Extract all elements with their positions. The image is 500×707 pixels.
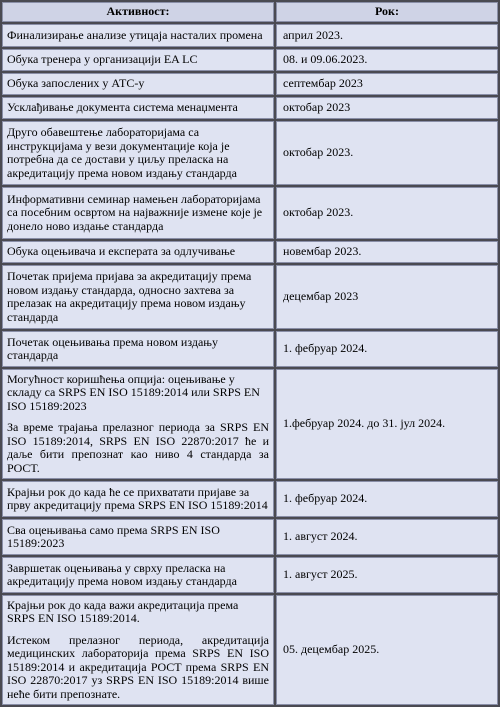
activity-cell <box>2 187 274 239</box>
deadline-column-header: Рок: <box>276 2 498 22</box>
table-row <box>2 241 498 263</box>
activity-text: Завршетак оцењивања у сврху преласка на акредитацију према новом издању стандарда <box>7 560 237 588</box>
activity-text: Крајњи рок до када ће се прихватати пријаве за прву акредитацију према SRPS EN ISO 15189:2014 <box>7 484 268 512</box>
date-cell: октобар 2023 <box>276 97 498 119</box>
date-cell: октобар 2023. <box>276 187 498 239</box>
activity-cell <box>2 595 274 705</box>
activity-text: Обука тренера у организацији EA LC <box>7 52 198 67</box>
date-cell: 05. децембар 2025. <box>276 595 498 705</box>
activity-text: Почетак оцењивања према новом издању стандарда <box>7 334 218 362</box>
activity-column-header: Активност: <box>2 2 274 22</box>
table-row <box>2 519 498 555</box>
activity-text: Информативни семинар намењен лабораторијама са посебним освртом на најважније измене које је донело ново издање стандарда <box>7 191 263 233</box>
activity-cell <box>2 241 274 263</box>
activity-text: Обука запослених у АТС-у <box>7 76 145 91</box>
activity-cell <box>2 557 274 593</box>
activity-text: Друго обавештење лабораторијама са инструкцијама у вези документације која је потребна да се достави у циљу преласка на акредитацију према новом издању стандарда <box>7 125 237 180</box>
activity-cell <box>2 49 274 71</box>
table-row <box>2 24 498 47</box>
date-cell: 1. август 2024. <box>276 519 498 555</box>
table-row <box>2 187 498 239</box>
date-cell: 1. фебруар 2024. <box>276 481 498 517</box>
activity-cell <box>2 331 274 367</box>
activity-text: Почетак пријема пријава за акредитацију према новом издању стандарда, односно захтева за прелазак на акредитацију према новом издању стандарда <box>7 269 252 324</box>
activity-cell <box>2 369 274 479</box>
activity-text: Могућност коришћења опција: оцењивање у складу са SRPS EN ISO 15189:2014 или SRPS EN ISO 15189:2023 <box>7 371 260 413</box>
activity-text: Обука оцењивача и експерата за одлучивање <box>7 244 236 259</box>
table-row <box>2 369 498 479</box>
activity-cell <box>2 265 274 329</box>
date-cell: септембар 2023 <box>276 73 498 95</box>
activity-cell <box>2 97 274 119</box>
date-cell: новембар 2023. <box>276 241 498 263</box>
activity-text: Финализирање анализе утицаја насталих промена <box>7 27 263 42</box>
table-row <box>2 265 498 329</box>
table-row <box>2 121 498 185</box>
table-row <box>2 73 498 95</box>
activity-cell <box>2 121 274 185</box>
date-cell: 1. фебруар 2024. <box>276 331 498 367</box>
activity-cell <box>2 481 274 517</box>
date-cell: април 2023. <box>276 24 498 47</box>
header-row <box>2 2 498 22</box>
date-cell: 08. и 09.06.2023. <box>276 49 498 71</box>
activity-text: Крајњи рок до када важи акредитација према SRPS EN ISO 15189:2014. <box>7 597 239 626</box>
table-row <box>2 481 498 517</box>
table-row <box>2 49 498 71</box>
activity-cell <box>2 519 274 555</box>
date-cell: 1.фебруар 2024. до 31. јул 2024. <box>276 369 498 479</box>
date-cell: 1. август 2025. <box>276 557 498 593</box>
table-row <box>2 331 498 367</box>
activity-note: Истеком прелазног периода, акредитација медицинских лабораторија према SRPS EN ISO 15189:2014 и акредитација POCT према SRPS EN ISO 22870:2017 уз SRPS EN ISO 15189:2014 више неће бити препознатe. <box>7 632 269 701</box>
activity-cell <box>2 73 274 95</box>
table-row <box>2 557 498 593</box>
table-row <box>2 595 498 705</box>
date-cell: октобар 2023. <box>276 121 498 185</box>
activity-note: За време трајања прелазног периода за SRPS EN ISO 15189:2014, SRPS EN ISO 22870:2017 ће и даље бити препознат као ниво 4 стандарда за POCT. <box>7 420 269 475</box>
table-row <box>2 97 498 119</box>
date-cell: децембар 2023 <box>276 265 498 329</box>
activity-cell <box>2 24 274 47</box>
activity-text: Усклађивање документа система менаџмента <box>7 100 238 115</box>
activity-text: Сва оцењивања само према SRPS EN ISO 15189:2023 <box>7 522 220 550</box>
